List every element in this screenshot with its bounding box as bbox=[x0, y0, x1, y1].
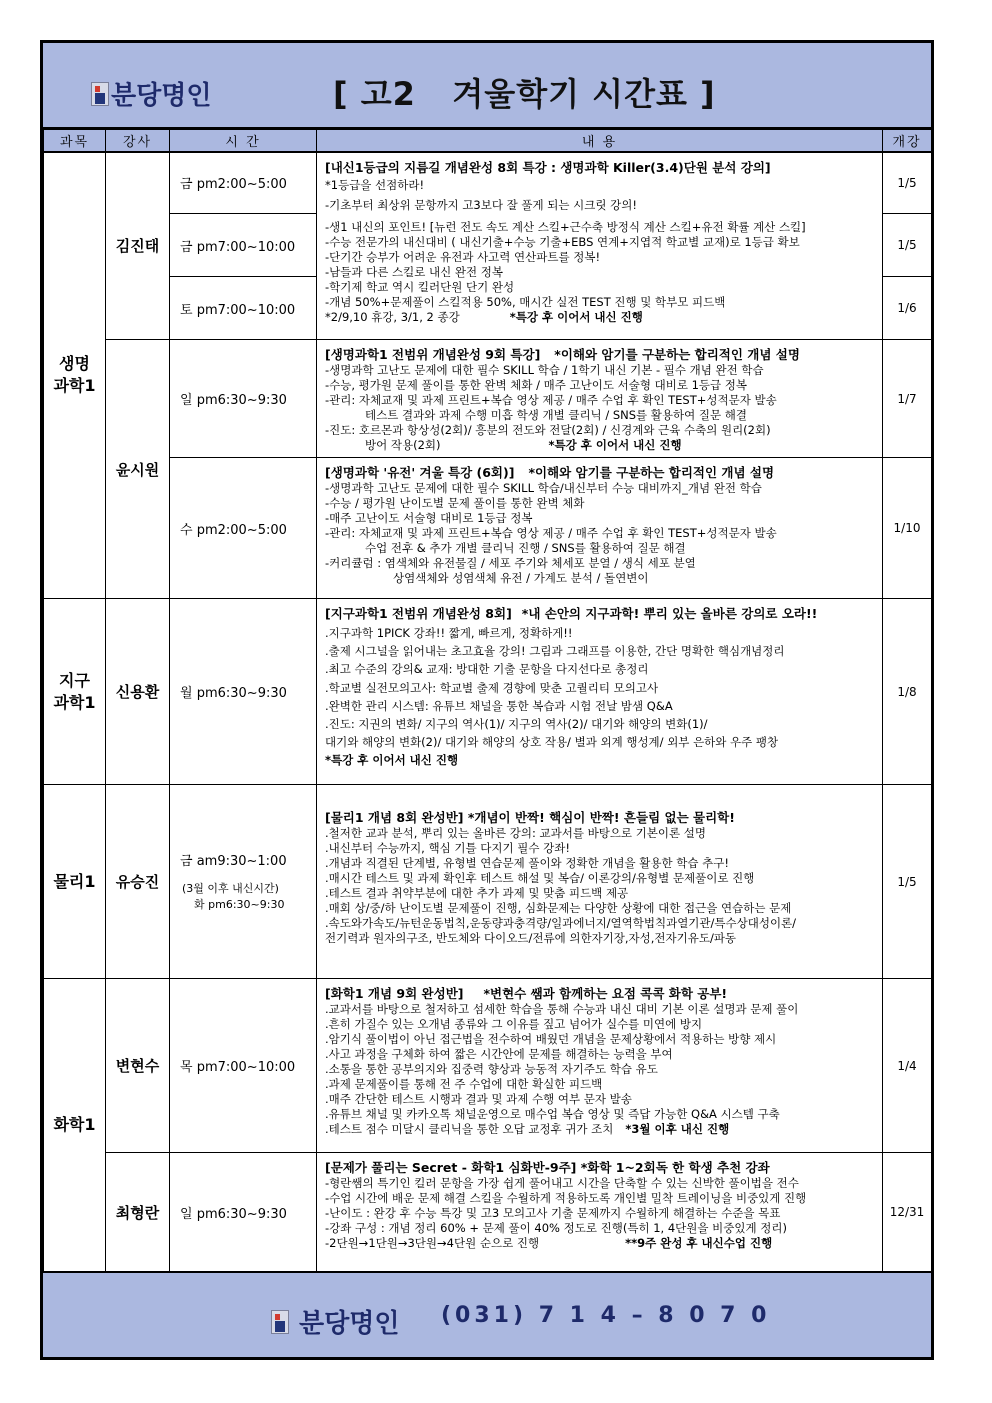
time-cell: 목 pm7:00~10:00 bbox=[170, 979, 317, 1153]
time-main: 금 am9:30~1:00 bbox=[180, 854, 287, 869]
content-line: .내신부터 수능까지, 핵심 기틀 다지기 필수 강좌! bbox=[325, 841, 570, 855]
time-sub: 화 pm6:30~9:30 bbox=[194, 898, 285, 911]
content-line: -생명과학 고난도 문제에 대한 필수 SKILL 학습 / 1학기 내신 기본 - 필수 개념 완전 학습 bbox=[325, 363, 764, 377]
content-line: -관리: 자체교재 및 과제 프린트+복습 영상 제공 / 매주 수업 후 확인 TEST+성적문자 발송 bbox=[325, 526, 777, 540]
time-cell bbox=[170, 785, 317, 979]
content-cell bbox=[317, 785, 883, 979]
content-line: .속도와가속도/뉴턴운동법칙,운동량과충격량/일과에너지/열역학법칙과열기관/특수상대성이론/ bbox=[325, 916, 797, 930]
content-line: -개념 50%+문제풀이 스킬적용 50%, 매시간 실전 TEST 진행 및 학부모 피드백 bbox=[325, 294, 726, 309]
footer-logo bbox=[271, 1303, 399, 1340]
logo-text: 분당명인 bbox=[111, 81, 212, 111]
content-line: .사고 과정을 구체화 하여 짧은 시간안에 문제를 해결하는 능력을 부여 bbox=[325, 1047, 673, 1061]
content-line: .테스트 결과 취약부분에 대한 추가 과제 및 맞춤 피드백 제공 bbox=[325, 886, 629, 900]
table-row bbox=[44, 1153, 932, 1272]
content-line: 테스트 결과와 과제 수행 미흡 학생 개별 클리닉 / SNS를 활용하여 질문 해결 bbox=[365, 408, 747, 422]
content-line: -단기간 승부가 어려운 유전과 사고력 연산파트를 정복! bbox=[325, 249, 601, 264]
content-line: .최고 수준의 강의& 교재: 방대한 기출 문항을 다지선다로 총정리 bbox=[325, 662, 649, 677]
content-heading bbox=[325, 464, 878, 481]
content-heading-tagline: *변현수 쌤과 함께하는 요점 콕콕 화학 공부! bbox=[483, 986, 728, 1001]
content-line: .학교별 실전모의고사: 학교별 출제 경향에 맞춘 고퀄리티 모의고사 bbox=[325, 680, 659, 695]
content-emphasis: *특강 후 이어서 내신 진행 bbox=[509, 309, 643, 324]
start-date-cell: 1/8 bbox=[883, 599, 932, 785]
time-cell: 금 pm7:00~10:00 bbox=[170, 214, 317, 277]
content-line: .매회 상/중/하 난이도별 문제풀이 진행, 심화문제는 다양한 상황에 대한 접근을 연습하는 문제 bbox=[325, 901, 792, 915]
col-header-content: 내 용 bbox=[317, 130, 883, 152]
content-line: 수업 전후 & 추가 개별 클리닉 진행 / SNS를 활용하여 질문 해결 bbox=[365, 541, 686, 555]
subject-cell-bio: 생명 과학1 bbox=[44, 152, 106, 599]
content-cell bbox=[317, 599, 883, 785]
content-line: .개념과 직결된 단계별, 유형별 연습문제 풀이와 정확한 개념을 활용한 학습 추구! bbox=[325, 856, 729, 870]
content-line: 상염색체와 성염색체 유전 / 가계도 분석 / 돌연변이 bbox=[393, 571, 649, 585]
content-heading: [문제가 풀리는 Secret - 화학1 심화반-9주] *화학 1~2회독 한 학생 추천 강좌 bbox=[325, 1160, 770, 1175]
content-line: .매시간 테스트 및 과제 확인후 테스트 해설 및 복습/ 이론강의/유형별 문제풀이로 진행 bbox=[325, 871, 755, 885]
content-note: -2단원→1단원→3단원→4단원 순으로 진행 bbox=[325, 1236, 540, 1250]
content-line: -형란쌤의 특기인 킬러 문항을 가장 쉽게 풀어내고 시간을 단축할 수 있는 신박한 풀이법을 전수 bbox=[325, 1176, 799, 1190]
time-cell: 금 pm2:00~5:00 bbox=[170, 152, 317, 214]
content-line: -매주 고난이도 서술형 대비로 1등급 정복 bbox=[325, 511, 533, 525]
time-cell: 일 pm6:30~9:30 bbox=[170, 340, 317, 458]
time-cell: 월 pm6:30~9:30 bbox=[170, 599, 317, 785]
content-line: -커리큘럼 : 염색체와 유전물질 / 세포 주기와 체세포 분열 / 생식 세포 분열 bbox=[325, 556, 696, 570]
content-line: -수능 전문가의 내신대비 ( 내신기출+수능 기출+EBS 연계+지엽적 학교별 교재)로 1등급 확보 bbox=[325, 234, 800, 249]
content-emphasis: *특강 후 이어서 내신 진행 bbox=[548, 438, 682, 452]
start-date-cell: 1/5 bbox=[883, 785, 932, 979]
content-line: .소통을 통한 공부의지와 집중력 향상과 능동적 자기주도 학습 유도 bbox=[325, 1062, 658, 1076]
content-note: .테스트 점수 미달시 클리닉을 통한 오답 교정후 귀가 조치 bbox=[325, 1122, 614, 1136]
start-date-cell: 1/5 bbox=[883, 152, 932, 214]
content-line: -진도: 호르몬과 항상성(2회)/ 흥분의 전도와 전달(2회) / 신경계와 근육 수축의 원리(2회) bbox=[325, 423, 771, 437]
content-line bbox=[325, 438, 878, 453]
teacher-cell: 변현수 bbox=[106, 979, 170, 1153]
content-heading-tagline: *이해와 암기를 구분하는 합리적인 개념 설명 bbox=[554, 347, 800, 362]
content-line: -생명과학 고난도 문제에 대한 필수 SKILL 학습/내신부터 수능 대비까지_개념 완전 학습 bbox=[325, 481, 762, 495]
table-header-row bbox=[44, 130, 932, 152]
table-row bbox=[44, 152, 932, 214]
content-line: .흔히 가질수 있는 오개념 종류와 그 이유를 짚고 넘어가 실수를 미연에 방지 bbox=[325, 1017, 703, 1031]
content-line: *1등급을 선점하라! bbox=[325, 177, 425, 192]
teacher-cell: 신용환 bbox=[106, 599, 170, 785]
logo-mark-icon bbox=[271, 1310, 289, 1334]
content-line: -수능 / 평가원 난이도별 문제 풀이를 통한 완벽 체화 bbox=[325, 496, 585, 510]
content-line: -기초부터 최상위 문항까지 고3보다 잘 풀게 되는 시크릿 강의! bbox=[325, 197, 637, 212]
content-cell bbox=[317, 340, 883, 458]
table-row bbox=[44, 458, 932, 599]
content-line: -남들과 다른 스킬로 내신 완전 정복 bbox=[325, 264, 503, 279]
col-header-subject: 과목 bbox=[44, 130, 106, 152]
content-line: -관리: 자체교재 및 과제 프린트+복습 영상 제공 / 매주 수업 후 확인 TEST+성적문자 발송 bbox=[325, 393, 777, 407]
table-row bbox=[44, 979, 932, 1153]
start-date-cell: 1/10 bbox=[883, 458, 932, 599]
subject-cell-earth: 지구 과학1 bbox=[44, 599, 106, 785]
start-date-cell: 1/5 bbox=[883, 214, 932, 277]
footer-band bbox=[43, 1271, 931, 1357]
content-line: -학기제 학교 역시 킬러단원 단기 완성 bbox=[325, 279, 515, 294]
content-heading: [물리1 개념 8회 완성반] *개념이 반짝! 핵심이 반짝! 흔들림 없는 물리학! bbox=[325, 810, 735, 825]
content-line bbox=[325, 1122, 878, 1137]
teacher-cell: 유승진 bbox=[106, 785, 170, 979]
content-line: -수업 시간에 배운 문제 해결 스킬을 수월하게 적용하도록 개인별 밀착 트레이닝을 비중있게 진행 bbox=[325, 1191, 807, 1205]
table-row bbox=[44, 340, 932, 458]
time-cell: 토 pm7:00~10:00 bbox=[170, 277, 317, 340]
subject-cell-physics: 물리1 bbox=[44, 785, 106, 979]
content-heading bbox=[325, 985, 878, 1002]
start-date-cell: 1/6 bbox=[883, 277, 932, 340]
schedule-table bbox=[43, 129, 932, 1272]
content-heading bbox=[325, 605, 878, 622]
content-line: -생1 내신의 포인트! [뉴런 전도 속도 계산 스킬+근수축 방정식 계산 스킬+유전 확률 계산 스킬] bbox=[325, 219, 806, 234]
content-emphasis: *3월 이후 내신 진행 bbox=[625, 1122, 730, 1136]
content-cell bbox=[317, 152, 883, 340]
content-cell bbox=[317, 1153, 883, 1272]
col-header-teacher: 강사 bbox=[106, 130, 170, 152]
content-line: 대기와 해양의 변화(2)/ 대기와 해양의 상호 작용/ 별과 외계 행성계/ 외부 은하와 우주 팽창 bbox=[325, 735, 779, 750]
content-heading-tagline: *내 손안의 지구과학! 뿌리 있는 올바른 강의로 오라!! bbox=[521, 606, 818, 621]
content-line: .지구과학 1PICK 강좌!! 짧게, 빠르게, 정확하게!! bbox=[325, 626, 573, 640]
start-date-cell: 12/31 bbox=[883, 1153, 932, 1272]
content-heading-title: [화학1 개념 9회 완성반] bbox=[325, 986, 464, 1001]
content-line: .매주 간단한 테스트 시행과 결과 및 과제 수행 여부 문자 발송 bbox=[325, 1092, 632, 1106]
col-header-start: 개강 bbox=[883, 130, 932, 152]
content-heading: [내신1등급의 지름길 개념완성 8회 특강 : 생명과학 Killer(3.4)단원 분석 강의] bbox=[325, 159, 771, 175]
content-line bbox=[325, 1236, 878, 1251]
content-line: .유튜브 채널 및 카카오톡 채널운영으로 매수업 복습 영상 및 즉답 가능한 Q&A 시스템 구축 bbox=[325, 1107, 780, 1121]
content-note: *2/9,10 휴강, 3/1, 2 종강 bbox=[325, 309, 460, 324]
content-cell bbox=[317, 979, 883, 1153]
subject-cell-chem: 화학1 bbox=[44, 979, 106, 1272]
start-date-cell: 1/4 bbox=[883, 979, 932, 1153]
col-header-time: 시 간 bbox=[170, 130, 317, 152]
content-line: .과제 문제풀이를 통해 전 주 수업에 대한 확실한 피드백 bbox=[325, 1077, 603, 1091]
teacher-cell: 최형란 bbox=[106, 1153, 170, 1272]
content-line: -수능, 평가원 문제 풀이를 통한 완벽 체화 / 매주 고난이도 서술형 대비로 1등급 정복 bbox=[325, 378, 748, 392]
content-heading-title: [생명과학1 전범위 개념완성 9회 특강] bbox=[325, 347, 541, 362]
content-emphasis: **9주 완성 후 내신수업 진행 bbox=[625, 1236, 773, 1250]
content-cell bbox=[317, 458, 883, 599]
content-line: .출제 시그널을 읽어내는 초고효율 강의! 그림과 그래프를 이용한, 간단 명확한 핵심개념정리 bbox=[325, 644, 785, 659]
content-line: .완벽한 관리 시스템: 유튜브 채널을 통한 복습과 시험 전날 밤샘 Q&A bbox=[325, 698, 673, 713]
teacher-cell: 윤시원 bbox=[106, 340, 170, 599]
footer-logo-text: 분당명인 bbox=[299, 1309, 400, 1339]
content-line: -강좌 구성 : 개념 정리 60% + 문제 풀이 40% 정도로 진행(특히 1, 4단원을 비중있게 정리) bbox=[325, 1221, 787, 1235]
content-line: -난이도 : 완강 후 수능 특강 및 고3 모의고사 기출 문제까지 수월하게 해결하는 수준을 목표 bbox=[325, 1206, 781, 1220]
teacher-cell: 김진태 bbox=[106, 152, 170, 340]
content-heading bbox=[325, 346, 878, 363]
content-note: 방어 작용(2회) bbox=[365, 438, 441, 452]
logo-mark-icon bbox=[91, 82, 109, 106]
phone-number: (031) 7 1 4 – 8 0 7 0 bbox=[441, 1303, 771, 1328]
page-title: [ 고2 겨울학기 시간표 ] bbox=[333, 75, 716, 113]
header-logo bbox=[91, 75, 211, 112]
content-line: .진도: 지권의 변화/ 지구의 역사(1)/ 지구의 역사(2)/ 대기와 해양의 변화(1)/ bbox=[325, 717, 708, 732]
content-line: 전기력과 원자의구조, 반도체와 다이오드/전류에 의한자기장,자성,전자기유도/파동 bbox=[325, 931, 737, 945]
table-row bbox=[44, 785, 932, 979]
timetable-sheet bbox=[40, 40, 934, 1360]
time-cell: 수 pm2:00~5:00 bbox=[170, 458, 317, 599]
content-line: .암기식 풀이법이 아닌 접근법을 전수하여 배웠던 개념을 문제상황에서 적용하는 방향 제시 bbox=[325, 1032, 777, 1046]
content-heading-title: [생명과학 '유전' 겨울 특강 (6회)] bbox=[325, 465, 515, 480]
start-date-cell: 1/7 bbox=[883, 340, 932, 458]
content-line bbox=[325, 310, 878, 325]
header-band bbox=[43, 43, 931, 129]
content-heading-tagline: *이해와 암기를 구분하는 합리적인 개념 설명 bbox=[528, 465, 775, 480]
content-line: .교과서를 바탕으로 철저하고 섬세한 학습을 통해 수능과 내신 대비 기본 이론 설명과 문제 풀이 bbox=[325, 1002, 799, 1016]
time-note: (3월 이후 내신시간) bbox=[182, 882, 279, 895]
content-emphasis: *특강 후 이어서 내신 진행 bbox=[325, 753, 459, 768]
time-cell: 일 pm6:30~9:30 bbox=[170, 1153, 317, 1272]
content-line: .철저한 교과 분석, 뿌리 있는 올바른 강의: 교과서를 바탕으로 기본이론 설명 bbox=[325, 826, 707, 840]
content-heading-title: [지구과학1 전범위 개념완성 8회] bbox=[325, 606, 512, 621]
table-row bbox=[44, 599, 932, 785]
